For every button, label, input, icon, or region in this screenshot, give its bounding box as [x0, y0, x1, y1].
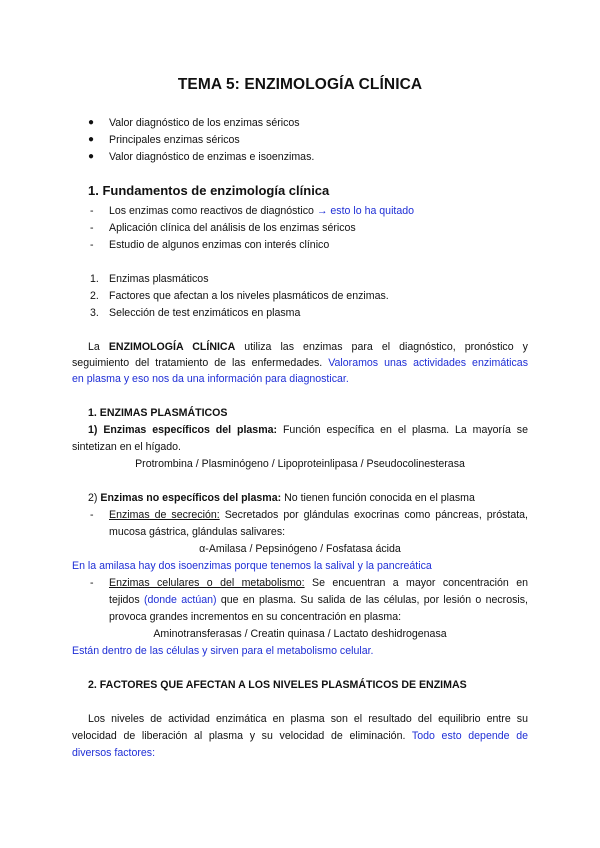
paragraph-line: provoca grandes incrementos en su concentración en plasma:: [109, 611, 402, 623]
numbered-item: Enzimas plasmáticos: [109, 273, 209, 285]
bullet-icon: ●: [88, 117, 95, 128]
list-number: 2.: [90, 290, 99, 302]
paragraph-line: Enzimas celulares o del metabolismo: Se encuentran a mayor concentración en: [109, 577, 528, 589]
section-heading: 1. Fundamentos de enzimología clínica: [88, 183, 330, 198]
dash-item: Aplicación clínica del análisis de los enzimas séricos: [109, 222, 356, 234]
annotation-text: Están dentro de las células y sirven para el metabolismo celular.: [72, 645, 374, 657]
numbered-item: Selección de test enzimáticos en plasma: [109, 307, 301, 319]
paragraph-line: Enzimas de secreción: Secretados por glándulas exocrinas como páncreas, próstata,: [109, 509, 528, 521]
paragraph-line: Los niveles de actividad enzimática en plasma son el resultado del equilibrio entre su: [88, 713, 528, 725]
paragraph-line: 1) Enzimas específicos del plasma: Función específica en el plasma. La mayoría se: [88, 424, 528, 436]
paragraph-line: mucosa gástrica, glándulas salivares:: [109, 526, 286, 538]
subsection-heading: 1. ENZIMAS PLASMÁTICOS: [88, 407, 228, 419]
annotation-text: (donde actúan): [143, 594, 217, 606]
annotation-text: diversos factores:: [72, 747, 156, 759]
examples-line: Aminotransferasas / Creatin quinasa / Lactato deshidrogenasa: [153, 628, 447, 640]
dash-marker: -: [90, 239, 94, 251]
examples-line: Protrombina / Plasminógeno / Lipoproteinlipasa / Pseudocolinesterasa: [135, 458, 465, 470]
examples-line: α-Amilasa / Pepsinógeno / Fosfatasa ácida: [199, 543, 401, 555]
annotation-text: En la amilasa hay dos isoenzimas porque tenemos la salival y la pancreática: [72, 560, 432, 572]
annotation-text: en plasma y eso nos da una información para diagnosticar.: [72, 373, 349, 385]
dash-marker: -: [90, 509, 94, 521]
dash-item: [109, 205, 414, 218]
bullet-icon: ●: [88, 151, 95, 162]
intro-bullet: Valor diagnóstico de enzimas e isoenzimas.: [109, 151, 315, 163]
paragraph-line: La ENZIMOLOGÍA CLÍNICA utiliza las enzimas para el diagnóstico, pronóstico y: [88, 341, 528, 353]
dash-item: Estudio de algunos enzimas con interés clínico: [109, 239, 330, 251]
page-title: TEMA 5: ENZIMOLOGÍA CLÍNICA: [177, 76, 423, 93]
numbered-item: Factores que afectan a los niveles plasmáticos de enzimas.: [109, 290, 389, 302]
intro-bullet: Principales enzimas séricos: [109, 134, 240, 146]
paragraph-line: sintetizan en el hígado.: [72, 441, 181, 453]
annotation-text: Todo esto depende de: [411, 730, 528, 742]
list-number: 3.: [90, 307, 99, 319]
paragraph-line: seguimiento del tratamiento de las enfermedades. Valoramos unas actividades enzimáticas: [72, 357, 528, 369]
bullet-icon: ●: [88, 134, 95, 145]
dash-item-text: Los enzimas como reactivos de diagnóstico: [109, 205, 314, 217]
subsection-heading: 2. FACTORES QUE AFECTAN A LOS NIVELES PLASMÁTICOS DE ENZIMAS: [88, 679, 467, 691]
dash-item-note: → esto lo ha quitado: [316, 205, 415, 217]
dash-marker: -: [90, 222, 94, 234]
paragraph-line: velocidad de liberación al plasma y su velocidad de eliminación. Todo esto depende de: [72, 730, 528, 742]
dash-marker: -: [90, 577, 94, 589]
paragraph-line: 2) Enzimas no específicos del plasma: No tienen función conocida en el plasma: [88, 492, 475, 504]
annotation-text: Valoramos unas actividades enzimáticas: [328, 357, 528, 369]
paragraph-line: tejidos (donde actúan) que en plasma. Su salida de las células, por lesión o necrosis,: [109, 594, 528, 606]
intro-bullet: Valor diagnóstico de los enzimas séricos: [109, 117, 300, 129]
list-number: 1.: [90, 273, 99, 285]
dash-marker: -: [90, 205, 94, 217]
bold-term: ENZIMOLOGÍA CLÍNICA: [108, 341, 236, 353]
